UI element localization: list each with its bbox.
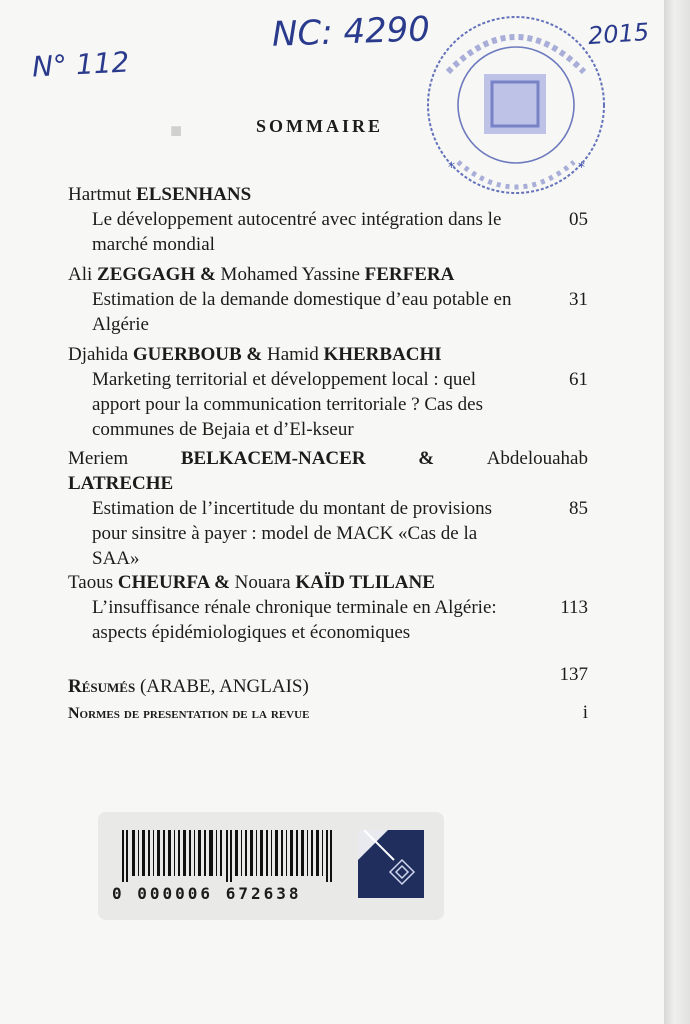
author-line [68,182,588,207]
toc-entry [68,446,588,571]
author-first: Nouara [234,572,296,593]
resumes-languages: (ARABE, ANGLAIS) [135,676,309,697]
author-line [68,262,588,287]
author-first: Mohamed Yassine [220,264,365,285]
author-last: LATRECHE [68,473,174,494]
author-first: Meriem [68,448,129,469]
barcode-icon [112,830,348,882]
page-number: 61 [569,369,588,390]
author-first: Ali [68,264,98,285]
normes-label: Normes de presentation de la revue [68,705,310,722]
author-line [68,570,588,595]
article-title [68,595,588,645]
toc-entry [68,342,588,442]
toc-entry [68,570,588,645]
author-last: KAÏD TLILANE [295,572,435,593]
author-last: ELSENHANS [136,184,252,205]
svg-text:*: * [578,160,585,176]
handwritten-year: 2015 [587,17,650,51]
article-text: Le développement autocentré avec intégration dans le marché mondial [92,209,502,255]
toc-entry [68,182,588,257]
author-last: GUERBOUB [132,344,242,365]
article-title [68,496,588,571]
page-number: 05 [569,209,588,230]
bleed-through-text: ■ [170,120,183,142]
page-edge [664,0,690,1024]
barcode-digits: 0 000006 672638 [112,884,302,903]
library-logo-icon [358,830,424,898]
handwritten-code: NC: 4290 [271,9,431,55]
article-text: Marketing territorial et développement local : quel apport pour la communication territoriale ? Cas des communes de Bejaia et d’El-kseur [92,369,483,440]
article-text: Estimation de la demande domestique d’eau potable en Algérie [92,289,512,335]
author-first: Abdelouahab [486,448,588,469]
author-first: Hamid [266,344,324,365]
author-first: Djahida [68,344,133,365]
ampersand: & [209,572,235,593]
resumes-label: Résumés [68,676,136,697]
ampersand: & [195,264,221,285]
article-text: Estimation de l’incertitude du montant de provisions pour sinsitre à payer : model de MACK «Cas de la SAA» [92,498,492,569]
article-title [68,367,588,442]
page-number: 85 [569,498,588,519]
author-last: BELKACEM-NACER [180,448,366,469]
page-number: i [582,702,588,723]
page-number: 31 [569,289,588,310]
library-stamp-icon [418,12,614,198]
page-title: SOMMAIRE [256,116,383,136]
page-number: 137 [559,664,588,685]
article-title [68,207,588,257]
article-text: L’insuffisance rénale chronique terminale en Algérie: aspects épidémiologiques et économiques [92,597,497,643]
author-first: Hartmut [68,184,137,205]
author-last: CHEURFA [117,572,210,593]
handwritten-number: N° 112 [31,45,131,84]
svg-text:*: * [448,160,455,176]
author-first: Taous [68,572,118,593]
author-last: KHERBACHI [323,344,442,365]
author-line [68,342,588,367]
author-last: FERFERA [364,264,455,285]
toc-entry [68,262,588,337]
ampersand: & [418,448,435,469]
author-line [68,446,588,471]
author-last: ZEGGAGH [97,264,196,285]
page-number: 113 [560,597,588,618]
article-title [68,287,588,337]
author-line [68,471,588,496]
ampersand: & [241,344,267,365]
normes-entry [68,700,588,726]
